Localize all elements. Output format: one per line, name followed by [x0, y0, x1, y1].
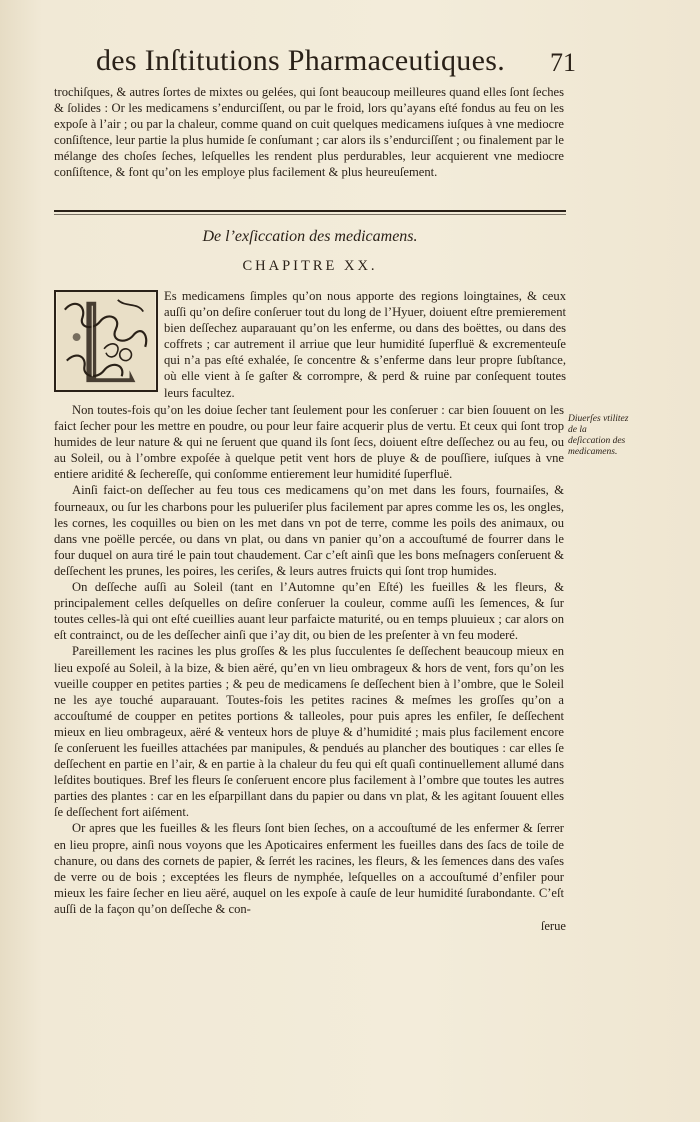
section-title: De l’exſiccation des medicamens.	[202, 228, 418, 245]
paragraph: Ainſi faict-on deſſecher au feu tous ces medicamens qu’on met dans les fours, fournaiſes, & fourneaux, ou ſur les charbons pour les pulueriſer plus facilement par apres comme les os, les ongles, les cornes, les coquilles ou bien on les met dans vn pot de terre, comme les poils des animaux, ou dans vne poëlle percée, ou dans vn plat, ou dans vn panier qu’on a accouſtumé de fourrer dans le four duquel on aura tiré le pain tout chaudement. Car c’eſt ainſi que les bons meſnagers conſeruent & deſſechent les prunes, les poires, les ceriſes, & leurs autres fruicts qui ſont trop humides.	[54, 483, 564, 578]
page-number: 71	[550, 48, 576, 77]
paragraph: On deſſeche auſſi au Soleil (tant en l’Automne qu’en Eſté) les fueilles & les fleurs, & principalement celles deſquelles on deſire conſeruer la couleur, comme auſſi les ſemences, & ſur toutes celles-là qui ont eſté cueillies auant leur parfaicte maturité, ou en temps pluuieux ; car alors on eſt contrainct, ou de les deſſecher ainſi que i’ay dit, ou bien de les preſenter à vn feu moderé.	[54, 580, 564, 643]
catchword: ſerue	[540, 919, 566, 933]
margin-note: Diuerſes vtilitez de la deſiccation des medicamens.	[568, 414, 629, 457]
decorated-initial-drawing	[56, 292, 156, 390]
intro-text-block	[54, 84, 564, 181]
section-divider-thin	[54, 214, 566, 215]
paragraph: Or apres que les fueilles & les fleurs ſont bien ſeches, on a accouſtumé de les enfermer & ſerrer en lieu propre, ainſi nous voyons que les Apoticaires enferment les fueilles dans des ſacs de toile de chanure, ou dans des cornets de papier, & ſerrét les racines, les fleurs, & les ſemences dans des vaſes de verre ou de bois ; exceptées les fleurs de nymphée, leſquelles on a accouſtumé d’enfiler pour mieux les faire ſecher en lieu aëré, auquel on les expoſe à cauſe de leur humidité ſurabondante. C’eſt auſſi de la façon qu’on deſſeche & con-	[54, 821, 564, 916]
running-title: des Inſtitutions Pharmaceutiques.	[96, 44, 505, 77]
paragraph: Pareillement les racines les plus groſſes & les plus ſucculentes ſe deſſechent beaucoup mieux en lieu expoſé au Soleil, à la bize, & bien aëré, qu’en vn lieu ombrageux & hors de vent, fors qu’on les vueille coupper en petites parties ; & peu de medicamens ſe deſſechent bien à l’ombre, que le Soleil ne les aye touché auparauant. Toutes-fois les petites racines & meſmes les groſſes qu’on a accouſtumé de coupper en petites portions & talleoles, pour puis apres les enfiler, ſe deſſechent mieux en lieu ombrageux, aëré & venteux hors de pluye & d’humidité ; mais plus facilement encore ſe conſeruent les fueilles attachées par manipules, & pendués au plancher des boutiques : car elles ſe deſſechent en partie en l’air, & en partie à la chaleur du feu qui eſt quaſi continuellement allumé dans leſdites boutiques. Bref les fleurs ſe conſeruent encore plus facilement à l’ombre que toutes les autres parties des plantes : car en les eſparpillant dans du papier ou dans vn plat, & les agitant ſouuent elles ſe deſſechent fort aiſément.	[54, 644, 564, 820]
section-divider	[54, 210, 566, 212]
paragraph: Non toutes-fois qu’on les doiue ſecher tant ſeulement pour les conſeruer : car bien ſouuent on les faict ſecher pour les mettre en poudre, ou pour leur faire acquerir plus de vertu. Et ceux qui ſont trop humides de leur nature & qui ne ſeruent que quand ils ſont ſecs, doiuent eſtre deſſechez ou au feu, ou au Soleil, ou à l’ombre expoſée à quelque petit vent hors de pluye & de pouſſiere, iuſques à vne entiere aridité & ſechereſſe, qui conſomme entierement leur humidité ſuperfluë.	[54, 403, 564, 482]
chapter-heading: CHAPITRE XX.	[242, 258, 378, 274]
intro-paragraph: trochiſques, & autres ſortes de mixtes ou gelées, qui ſont beaucoup meilleures quand elles ſont ſeches & ſolides : Or les medicamens s’endurciſſent, ou par le froid, lors qu’ayans eſté fondus au feu on les expoſe à l’air ; ou par la chaleur, comme quand on cuit quelques medicamens iuſques à vne mediocre conſiſtence, leur partie la plus humide ſe conſumant ; car alors ils s’endurciſſent ; ou finalement par le mélange des choſes ſeches, leſquelles les rendent plus perdurables, leur acquierent vne mediocre conſiſtence, & font qu’on les employe plus facilement & plus heureuſement.	[54, 85, 564, 180]
opening-paragraph: Es medicamens ſimples qu’on nous apporte des regions loingtaines, & ceux auſſi qu’on deſire conſeruer tout du long de l’Hyuer, doiuent eſtre premierement bien deſſechez auparauant qu’on les enferme, ou dans des boëttes, ou dans des coffrets ; car autrement il arriue que leur humidité ſuperfluë & excrementeuſe qui n’a pas eſté exhalée, ſe concentre & s’enferme dans leur propre ſubſtance, où elle vient à ſe gaſter & corrompre, & perd & ruine par conſequent toutes leurs facultez.	[164, 289, 566, 400]
decorated-initial-icon	[54, 290, 158, 392]
body-text	[54, 402, 564, 917]
opening-paragraph-block	[164, 288, 566, 401]
